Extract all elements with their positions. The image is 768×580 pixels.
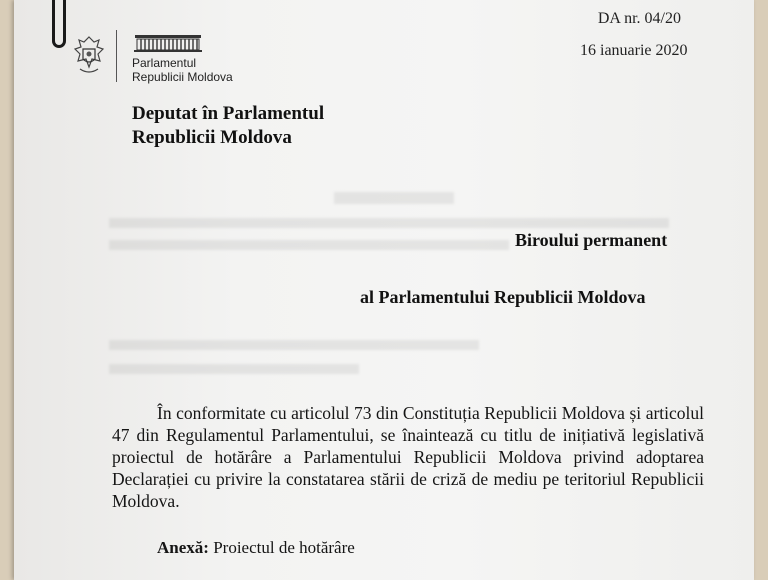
organization-name xyxy=(132,56,233,84)
sender-line-2: Republicii Moldova xyxy=(132,127,292,148)
sender-line-1: Deputat în Parlamentul xyxy=(132,103,325,124)
show-through-mark xyxy=(109,364,359,374)
organization-line-1: Parlamentul xyxy=(132,56,197,70)
recipient-line-2: al Parlamentului Republicii Moldova xyxy=(360,287,646,307)
document-page xyxy=(14,0,754,580)
parliament-building-icon xyxy=(134,33,202,53)
show-through-mark xyxy=(334,192,454,204)
sender-block xyxy=(132,102,324,150)
document-reference: DA nr. 04/20 xyxy=(597,10,681,27)
document-date: 16 ianuarie 2020 xyxy=(580,42,688,59)
show-through-mark xyxy=(109,240,509,250)
header-divider xyxy=(116,30,117,82)
body-paragraph: În conformitate cu articolul 73 din Constituția Republicii Moldova și articolul 47 din Regulamentul Parlamentului, se înaintează cu titlu de inițiativă legislativă proiectul de hotărâre a Parlamentului Republicii Moldova privind adoptarea Declarației cu privire la constatarea stării de criză de mediu pe teritoriul Republicii Moldova. xyxy=(112,403,704,511)
organization-line-2: Republicii Moldova xyxy=(132,70,233,84)
annex-label: Anexă: xyxy=(157,538,209,557)
recipient-line-1: Biroului permanent xyxy=(515,230,668,250)
show-through-mark xyxy=(109,340,479,350)
show-through-mark xyxy=(109,218,669,228)
annex-line xyxy=(157,538,355,558)
moldova-coat-of-arms-icon xyxy=(72,35,106,77)
annex-value: Proiectul de hotărâre xyxy=(213,538,355,557)
paper-clip-icon xyxy=(52,0,66,48)
